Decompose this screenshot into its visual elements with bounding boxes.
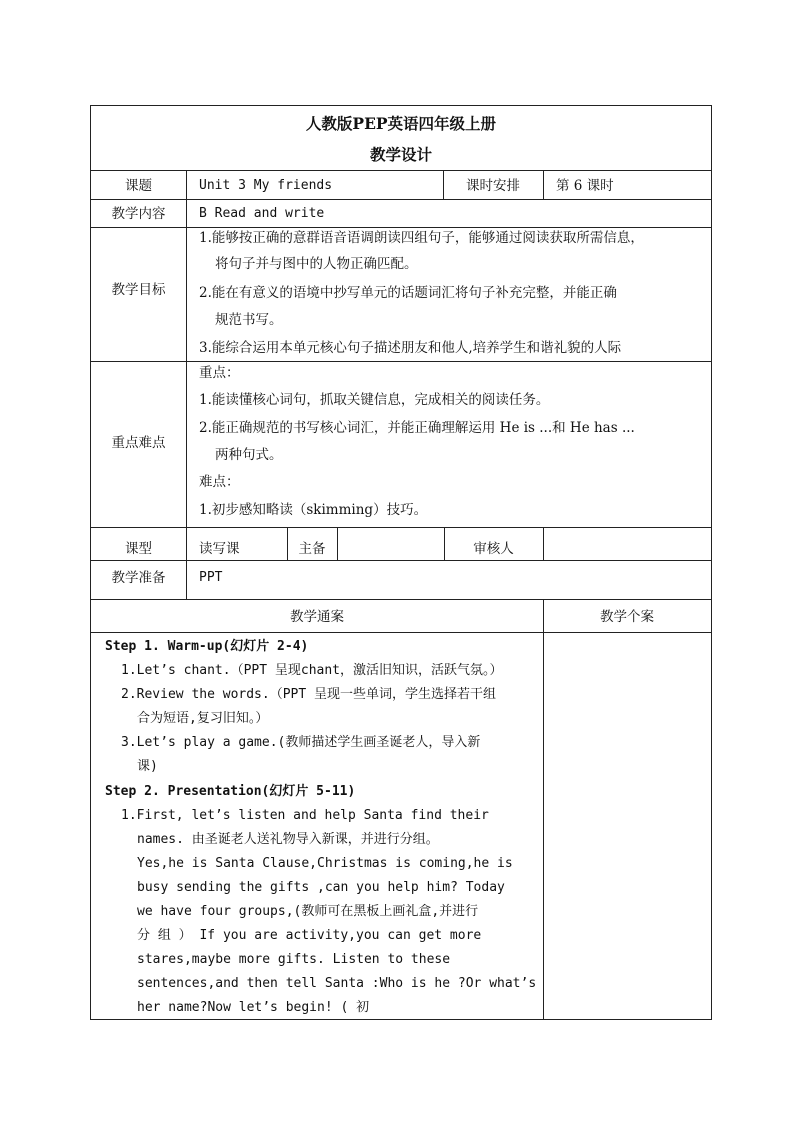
step-1-item: 3.Let’s play a game.(教师描述学生画圣诞老人，导入新 — [121, 735, 481, 750]
step-2-line: sentences,and then tell Santa :Who is he ?Or what’s — [137, 976, 537, 991]
key-point-2-cont: 两种句式。 — [215, 447, 283, 463]
objective-line: 1.能够按正确的意群语音语调朗读四组句子，能够通过阅读获取所需信息， — [199, 230, 644, 246]
course-type-value: 读写课 — [199, 541, 240, 557]
step-2-line: busy sending the gifts ,can you help him? Today — [137, 880, 505, 895]
step-2-heading: Step 2. Presentation(幻灯片 5-11) — [105, 784, 356, 799]
row-divider — [91, 361, 711, 362]
step-2-line: her name?Now let’s begin! ( 初 — [137, 1000, 370, 1015]
review-label: 审核人 — [473, 541, 514, 557]
period-label: 课时安排 — [466, 178, 520, 194]
lead-label: 主备 — [298, 541, 326, 557]
content-label: 教学内容 — [111, 206, 166, 222]
row-divider — [91, 227, 711, 228]
objective-line: 规范书写。 — [215, 312, 283, 328]
period-value: 第 6 课时 — [556, 178, 614, 194]
objective-line: 3.能综合运用本单元核心句子描述朋友和他人,培养学生和谐礼貌的人际 — [199, 340, 622, 356]
step-1-item: 1.Let’s chant.（PPT 呈现chant，激活旧知识，活跃气氛。） — [121, 663, 503, 678]
difficulty-1: 1.初步感知略读（skimming）技巧。 — [199, 502, 428, 518]
common-plan-header: 教学通案 — [290, 609, 344, 625]
content-value: B Read and write — [199, 206, 325, 221]
step-2-line: 分 组 ） If you are activity,you can get more — [137, 928, 482, 943]
step-1-item: 2.Review the words.（PPT 呈现一些单词，学生选择若干组 — [121, 687, 497, 702]
step-1-heading: Step 1. Warm-up(幻灯片 2-4) — [105, 639, 309, 654]
prep-label: 教学准备 — [111, 570, 166, 586]
col-divider — [186, 170, 187, 599]
step-2-line: names. 由圣诞老人送礼物导入新课，并进行分组。 — [137, 832, 439, 847]
prep-value: PPT — [199, 570, 223, 585]
document-title: 人教版PEP英语四年级上册 — [305, 114, 497, 133]
objectives-label: 教学目标 — [111, 282, 166, 298]
course-type-label: 课型 — [125, 541, 152, 557]
key-points-label: 重点难点 — [111, 435, 166, 451]
key-heading: 重点： — [199, 365, 240, 381]
objective-line: 2.能在有意义的语境中抄写单元的话题词汇将句子补充完整，并能正确 — [199, 285, 617, 301]
col-divider — [337, 527, 338, 560]
row-divider — [91, 560, 711, 561]
key-point-1: 1.能读懂核心词句，抓取关键信息，完成相关的阅读任务。 — [199, 392, 550, 408]
topic-value: Unit 3 My friends — [199, 178, 333, 193]
difficulty-heading: 难点： — [199, 474, 240, 490]
personal-plan-header: 教学个案 — [600, 609, 654, 625]
topic-label: 课题 — [125, 178, 152, 194]
step-2-line: stares,maybe more gifts. Listen to these — [137, 952, 451, 967]
col-divider — [543, 527, 544, 560]
row-divider — [91, 170, 711, 171]
row-divider — [91, 599, 711, 600]
step-2-line: 1.First, let’s listen and help Santa find their — [121, 808, 489, 823]
col-divider — [543, 599, 544, 1019]
step-2-line: we have four groups,(教师可在黑板上画礼盒,并进行 — [137, 904, 479, 919]
lesson-plan-table — [90, 105, 712, 1020]
objective-line: 将句子并与图中的人物正确匹配。 — [215, 256, 418, 272]
document-subtitle: 教学设计 — [369, 145, 432, 164]
col-divider — [543, 170, 544, 199]
step-1-item-cont: 合为短语,复习旧知。） — [137, 711, 269, 726]
key-point-2: 2.能正确规范的书写核心词汇，并能正确理解运用 He is ...和 He has ... — [199, 420, 635, 436]
step-1-item-cont: 课) — [137, 759, 158, 774]
row-divider — [91, 527, 711, 528]
row-divider — [91, 632, 711, 633]
step-2-line: Yes,he is Santa Clause,Christmas is coming,he is — [137, 856, 513, 871]
row-divider — [91, 199, 711, 200]
